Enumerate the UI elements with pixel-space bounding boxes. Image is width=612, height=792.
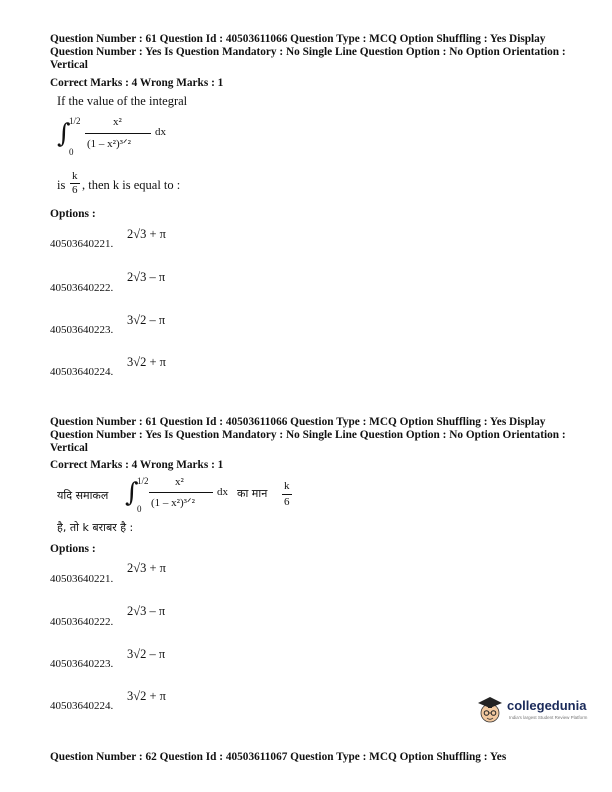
brand-name: collegedunia (507, 698, 587, 713)
denominator: (1 – x²)³ᐟ² (87, 138, 131, 150)
option-id: 40503640224. (50, 700, 114, 712)
fraction-bar (85, 133, 151, 134)
tail-text: , then k is equal to : (82, 178, 181, 192)
option-value: 3√2 + π (127, 355, 166, 369)
option-id: 40503640222. (50, 616, 114, 628)
numerator: x² (175, 476, 184, 488)
option-value: 3√2 – π (127, 647, 166, 661)
is-word: is (57, 178, 66, 192)
marks-line: Correct Marks : 4 Wrong Marks : 1 (50, 77, 224, 89)
question-header: Question Number : 62 Question Id : 40503611067 Question Type : MCQ Option Shuffling : Yes (50, 751, 507, 763)
dx-label: dx (155, 126, 166, 138)
question-header: Question Number : 61 Question Id : 40503611066 Question Type : MCQ Option Shuffling : Yes Display Question Number : Yes Is Question Mandatory : No Single Line Question Option : No Option Orientation : Vertical (50, 33, 566, 72)
question-intro: If the value of the integral (57, 94, 188, 108)
option-value: 2√3 + π (127, 227, 166, 241)
question-header: Question Number : 61 Question Id : 40503611066 Question Type : MCQ Option Shuffling : Yes Display Question Number : Yes Is Question Mandatory : No Single Line Question Option : No Option Orientation : Vertical (50, 416, 566, 455)
hindi-intro: यदि समाकल (57, 489, 109, 502)
option-id: 40503640221. (50, 238, 114, 250)
option-value: 3√2 – π (127, 313, 166, 327)
option-id: 40503640223. (50, 324, 114, 336)
option-id: 40503640224. (50, 366, 114, 378)
hindi-mid: का मान (237, 487, 268, 500)
integral-expression (55, 113, 205, 163)
lower-limit: 0 (69, 147, 74, 157)
graduate-mascot-icon (476, 694, 504, 724)
hindi-line2: है, तो k बराबर है : (57, 521, 134, 534)
marks-line: Correct Marks : 4 Wrong Marks : 1 (50, 459, 224, 471)
frac-numerator: k (284, 480, 290, 492)
options-label: Options : (50, 208, 96, 220)
option-value: 2√3 + π (127, 561, 166, 575)
hindi-integral-line (57, 474, 317, 514)
integral-sign: ∫ (125, 478, 139, 508)
numerator: x² (113, 116, 122, 128)
upper-limit: 1/2 (69, 116, 81, 126)
collegedunia-logo (476, 692, 591, 726)
option-value: 3√2 + π (127, 689, 166, 703)
option-value: 2√3 – π (127, 604, 166, 618)
frac-numerator: k (72, 170, 78, 182)
denominator: (1 – x²)³ᐟ² (151, 497, 195, 509)
options-label: Options : (50, 543, 96, 555)
option-id: 40503640221. (50, 573, 114, 585)
brand-tagline: India's largest Student Review Platform (509, 715, 588, 720)
integral-sign: ∫ (57, 119, 71, 149)
upper-limit: 1/2 (137, 476, 149, 486)
frac-denominator: 6 (284, 496, 290, 508)
lower-limit: 0 (137, 504, 142, 514)
fraction-bar (149, 492, 213, 493)
option-id: 40503640223. (50, 658, 114, 670)
fraction-bar (282, 494, 292, 495)
question-tail (57, 170, 257, 198)
frac-denominator: 6 (72, 184, 78, 196)
option-value: 2√3 – π (127, 270, 166, 284)
dx-label: dx (217, 486, 228, 498)
option-id: 40503640222. (50, 282, 114, 294)
